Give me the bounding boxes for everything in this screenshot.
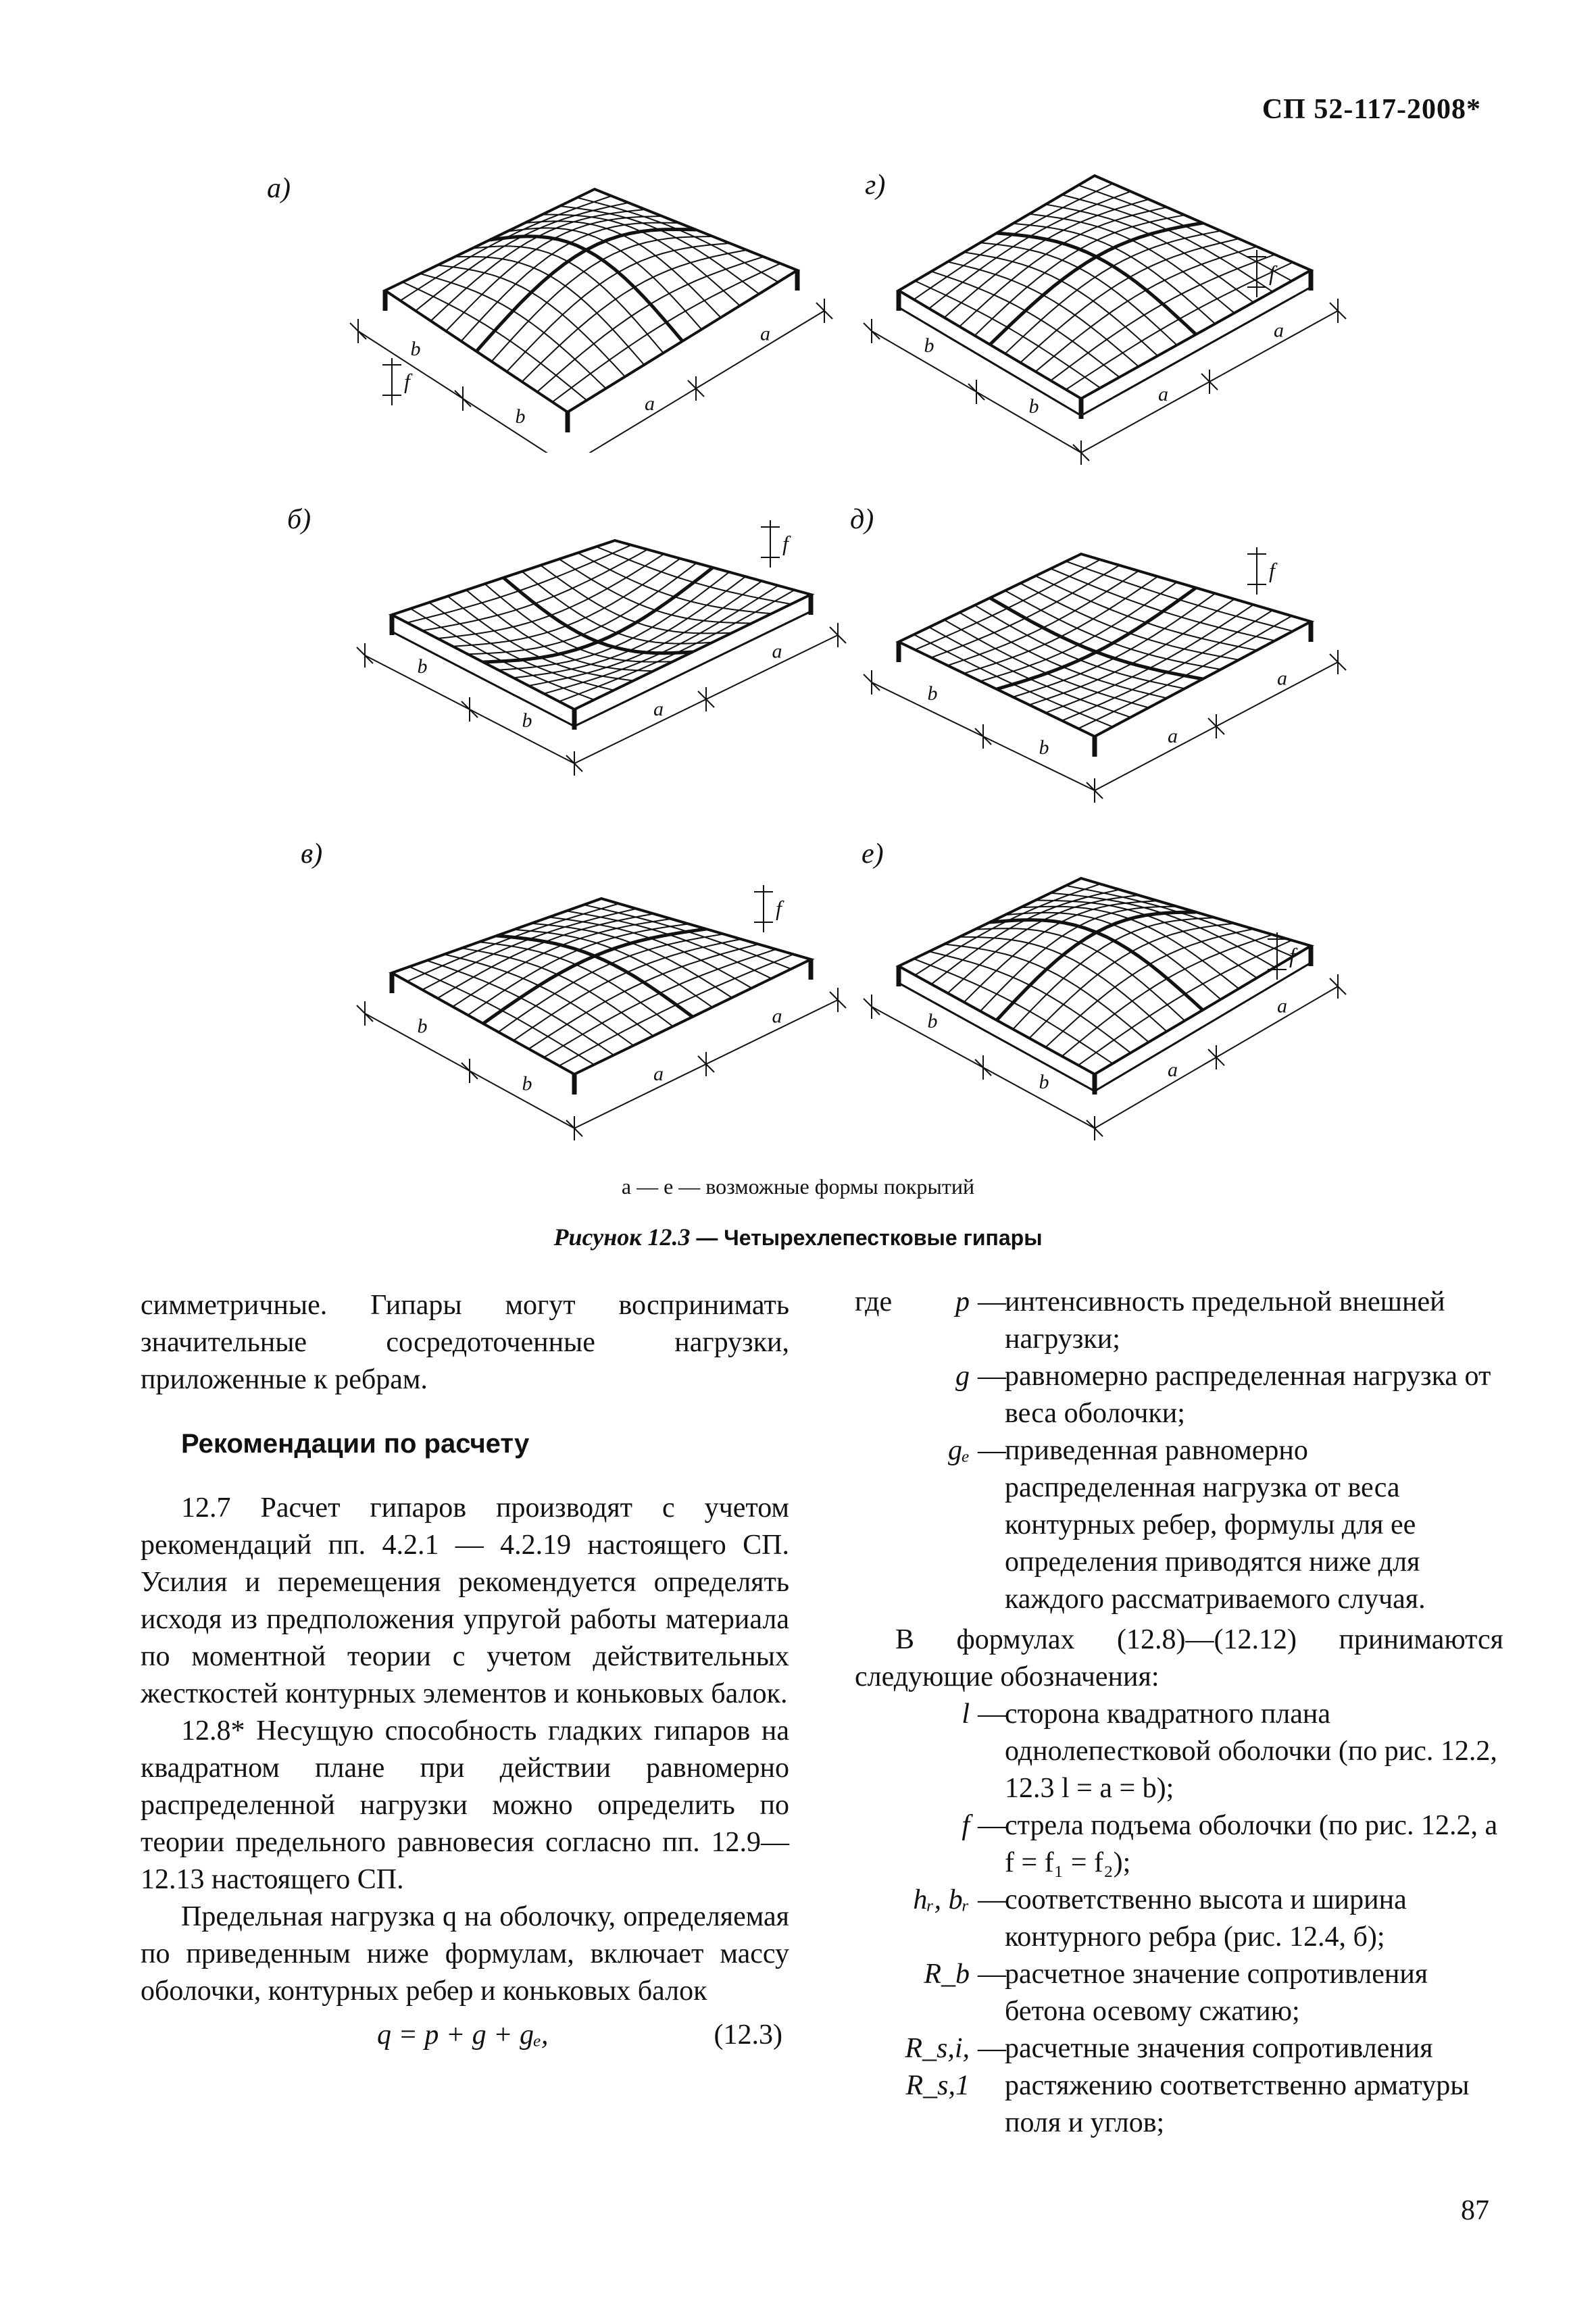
dimension-label-b: b <box>410 338 421 360</box>
dimension-label-b: b <box>522 1072 532 1095</box>
figure-panel-a <box>324 155 865 453</box>
definition-symbol: R_s,i, R_s,1 <box>905 2033 970 2101</box>
definition-row <box>855 1358 1503 1432</box>
figure-panel-e <box>838 851 1378 1162</box>
figure-caption-number: Рисунок 12.3 <box>553 1224 691 1251</box>
paragraph-12-7: 12.7 Расчет гипаров производят с учетом рекомендаций пп. 4.2.1 — 4.2.19 настоящего СП. Усилия и перемещения рекомендуется определять исходя из предположения упругой работы материала по моментной теории с учетом действительных жесткостей контурных элементов и коньковых балок. <box>141 1492 789 1709</box>
figure-subcaption: а — е — возможные формы покрытий <box>621 1174 975 1199</box>
document-code-header: СП 52-117-2008* <box>1262 94 1481 125</box>
dimension-label-a: a <box>1168 725 1178 747</box>
definition-dash: — <box>978 1959 1006 1990</box>
rise-label-f: f <box>776 896 782 920</box>
grid-line <box>1036 247 1257 372</box>
dimension-label-a: a <box>645 393 655 415</box>
section-title: Рекомендации по расчету <box>181 1429 530 1459</box>
figure-panel-d <box>838 534 1378 818</box>
definition-text: равномерно распределенная нагрузка от веса оболочки; <box>1005 1361 1491 1429</box>
definition-row <box>855 2030 1503 2142</box>
definition-text: соответственно высота и ширина контурного ребра (рис. 12.4, б); <box>1005 1884 1407 1953</box>
rise-label-f: f <box>404 369 410 393</box>
shell-outline <box>385 189 797 412</box>
figure-caption <box>0 1223 1596 1251</box>
dimension-label-a: a <box>653 698 664 720</box>
ridge-line <box>483 568 713 662</box>
page-number: 87 <box>1461 2195 1489 2226</box>
slab-edge <box>392 595 811 726</box>
definition-text: приведенная равномерно распределенная нагрузка от веса контурных ребер, формулы для ее определения приводятся ниже для каждого рассматриваемого случая. <box>1005 1435 1426 1615</box>
figure-panel-g <box>838 155 1378 473</box>
figure-panel-b <box>331 493 872 811</box>
where-word: где <box>855 1286 893 1317</box>
dimension-label-b: b <box>1039 736 1049 759</box>
figure-panel-v <box>331 872 872 1162</box>
dimension-label-b: b <box>417 1015 428 1038</box>
grid-line <box>964 576 1158 673</box>
left-column <box>141 1287 789 2057</box>
definition-row <box>855 1696 1503 1807</box>
shell-outline <box>899 878 1311 1074</box>
grid-line <box>544 586 778 694</box>
definition-dash: — <box>978 2033 1006 2064</box>
grid-line <box>559 559 752 624</box>
dimension-label-a: a <box>772 640 782 663</box>
formula-expression: q = p + g + gₑ, <box>377 2019 549 2051</box>
grid-line <box>483 568 713 662</box>
ridge-line <box>997 233 1196 334</box>
definition-row <box>855 1284 1503 1358</box>
paragraph-limit-load: Предельная нагрузка q на оболочку, определяемая по приведенным ниже формулам, включает массу оболочки, контурных ребер и коньковых балок <box>141 1901 789 2007</box>
definition-row <box>855 1807 1503 1882</box>
grid-line <box>980 243 1177 345</box>
grid-line <box>945 945 1149 1042</box>
dimension-label-a: a <box>1168 1059 1178 1081</box>
definition-row <box>855 1432 1503 1618</box>
panel-label-b: б) <box>287 504 311 535</box>
definition-text: расчетные значения сопротивления растяжению соответственно арматуры поля и углов; <box>1005 2033 1470 2138</box>
formula-number: (12.3) <box>714 2019 782 2051</box>
panel-label-v: в) <box>301 838 323 870</box>
definition-dash: — <box>978 1884 1006 1915</box>
rise-label-f: f <box>782 531 789 555</box>
definition-text: сторона квадратного плана однолепестковой оболочки (по рис. 12.2, 12.3 l = a = b); <box>1005 1699 1497 1804</box>
paragraph-continued: симметричные. Гипары могут воспринимать значительные сосредоточенные нагрузки, приложенные к ребрам. <box>141 1290 789 1395</box>
panel-label-a: а) <box>267 173 291 204</box>
grid-line <box>453 559 680 647</box>
paragraph-12-8: 12.8* Несущую способность гладких гипаров на квадратном плане при действии равномерно распределенной нагрузки можно определить по теории предельного равновесия согласно пп. 12.9—12.13 настоящего СП. <box>141 1715 789 1895</box>
grid-line <box>945 620 1149 708</box>
dimension-label-a: a <box>760 322 770 345</box>
rise-label-f: f <box>1289 943 1295 967</box>
definition-symbol: g <box>955 1361 970 1392</box>
dimension-label-a: a <box>1277 667 1287 690</box>
definition-text: расчетное значение сопротивления бетона осевому сжатию; <box>1005 1959 1428 2027</box>
definition-dash: — <box>978 1435 1006 1466</box>
dimension-label-a: a <box>772 1005 782 1028</box>
definition-text: интенсивность предельной внешней нагрузки; <box>1005 1286 1445 1355</box>
grid-line <box>915 559 1100 649</box>
dimension-label-b: b <box>522 709 532 732</box>
dimension-label-b: b <box>515 405 526 428</box>
dimension-label-a: a <box>653 1063 664 1085</box>
definitions-list-2 <box>855 1696 1503 2142</box>
dimension-label-b: b <box>924 334 934 357</box>
dimension-label-b: b <box>1039 1071 1049 1093</box>
definition-row <box>855 1956 1503 2030</box>
dimension-label-a: a <box>1158 383 1168 405</box>
definition-dash: — <box>978 1699 1006 1730</box>
definition-dash: — <box>978 1810 1006 1841</box>
definition-symbol: gₑ <box>947 1435 970 1466</box>
dimension-label-b: b <box>927 682 938 705</box>
definition-row <box>855 1882 1503 1956</box>
grid-line <box>931 272 1119 378</box>
grid-line <box>948 895 1139 993</box>
panel-label-d: д) <box>850 504 874 535</box>
formula-12-3 <box>141 2017 789 2057</box>
grid-line <box>1066 886 1293 957</box>
dimension-label-b: b <box>417 655 428 678</box>
grid-line <box>1066 262 1293 389</box>
dimension-label-b: b <box>927 1010 938 1032</box>
grid-line <box>507 228 702 329</box>
dimension-label-a: a <box>1277 995 1287 1017</box>
grid-line <box>1046 929 1254 1047</box>
figure-caption-text: — Четырехлепестковые гипары <box>690 1226 1043 1250</box>
ridge-line <box>503 578 693 653</box>
grid-line <box>422 549 647 630</box>
definition-dash: — <box>978 1286 1006 1317</box>
dimension-label-a: a <box>1274 319 1284 342</box>
grid-line <box>1051 255 1275 381</box>
grid-line <box>490 236 682 341</box>
definition-symbol: R_b <box>924 1959 970 1990</box>
definition-dash: — <box>978 1361 1006 1392</box>
right-column <box>855 1284 1503 2142</box>
definition-symbol: l <box>962 1699 970 1730</box>
grid-line <box>997 233 1196 334</box>
grid-line <box>537 257 764 392</box>
ridge-line <box>490 236 682 341</box>
grid-line <box>411 609 595 700</box>
rise-label-f: f <box>1269 261 1275 285</box>
grid-line <box>948 571 1139 665</box>
definition-symbol: hᵣ, bᵣ <box>913 1884 970 1915</box>
panel-label-g: г) <box>865 170 886 201</box>
panel-label-e: е) <box>862 838 884 870</box>
grid-line <box>1062 934 1273 1056</box>
paragraph-notations: В формулах (12.8)—(12.12) принимаются следующие обозначения: <box>855 1624 1503 1692</box>
definition-symbol: f <box>962 1810 970 1841</box>
rise-label-f: f <box>1269 558 1275 582</box>
definition-symbol: p <box>955 1286 970 1317</box>
definitions-list-1 <box>855 1284 1503 1618</box>
definition-text: стрела подъема оболочки (по рис. 12.2, а f = f₁ = f₂); <box>1005 1810 1498 1878</box>
dimension-label-b: b <box>1028 395 1039 418</box>
grid-line <box>549 917 752 988</box>
